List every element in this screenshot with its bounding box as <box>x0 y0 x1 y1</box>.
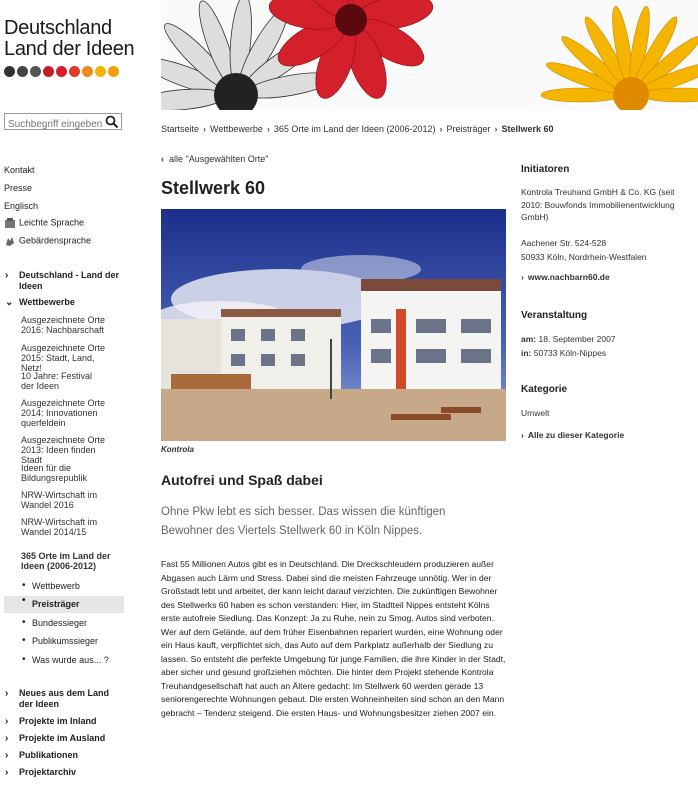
nav-publikationen-label: Publikationen <box>19 750 79 760</box>
sign-language-icon <box>4 235 16 247</box>
category-all-link[interactable] <box>521 430 624 440</box>
chevron-right-icon: › <box>521 430 524 440</box>
nav-bullet-bundessieger-label: • Bundessieger <box>4 618 124 629</box>
project-photo <box>161 209 506 441</box>
chevron-right-icon: › <box>521 272 524 282</box>
nav-sub-4-label: Ausgezeichnete Orte 2014: Innovationen querfeldein <box>21 398 106 428</box>
nav-sub-365-orte-label: 365 Orte im Land der Ideen (2006-2012) <box>21 551 111 571</box>
breadcrumb-wettbewerbe[interactable]: Wettbewerbe <box>210 124 263 134</box>
nav-bullet-wettbewerb-label: • Wettbewerb <box>4 581 124 592</box>
chevron-right-icon: › <box>5 750 9 761</box>
chevron-right-icon: › <box>5 767 9 778</box>
nav-sub-2-label: Ausgezeichnete Orte 2015: Stadt, Land, Netz! <box>21 343 106 373</box>
logo-line-1: Deutschland <box>4 17 112 39</box>
nav-sub-6-label: Ideen für die Bildungsrepublik <box>21 463 88 483</box>
chevron-right-icon: › <box>5 270 9 281</box>
event-place-value: 50733 Köln-Nippes <box>533 348 607 358</box>
nav-sub-7-label: NRW-Wirtschaft im Wandel 2016 <box>21 490 98 510</box>
nav-projektarchiv[interactable] <box>4 767 124 778</box>
nav-projekte-inland-label: Projekte im Inland <box>19 716 97 726</box>
nav-bullet-preistraeger-label: • Preisträger <box>4 596 124 613</box>
nav-bullet-preistraeger[interactable] <box>4 598 124 613</box>
nav-sub-365-orte[interactable] <box>4 551 114 571</box>
back-link-label: alle "Ausgewählten Orte" <box>169 154 269 164</box>
nav-sub-6[interactable] <box>4 463 99 483</box>
event-date <box>521 333 691 346</box>
event-place-label: in: <box>521 348 532 358</box>
easy-language-icon <box>4 217 16 229</box>
logo-line-2: Land der Ideen <box>4 38 135 60</box>
nav-bullet-publikumssieger-label: • Publikumssieger <box>4 636 124 647</box>
search-icon[interactable] <box>105 115 119 129</box>
page-title: Stellwerk 60 <box>161 178 266 198</box>
nav-publikationen[interactable] <box>4 750 124 761</box>
nav-sub-5[interactable] <box>4 435 109 465</box>
breadcrumb <box>161 124 554 134</box>
address-line-1: Aachener Str. 524-528 <box>521 238 607 248</box>
nav-wettbewerbe[interactable] <box>4 297 124 308</box>
chevron-down-icon: ⌄ <box>5 297 14 308</box>
site-logo[interactable] <box>4 18 154 78</box>
nav-projekte-ausland-label: Projekte im Ausland <box>19 733 106 743</box>
breadcrumb-separator-icon: › <box>439 124 443 134</box>
breadcrumb-preistraeger[interactable]: Preisträger <box>446 124 491 134</box>
nav-sub-2[interactable] <box>4 343 109 373</box>
search-box <box>4 113 122 130</box>
breadcrumb-current: Stellwerk 60 <box>501 124 554 134</box>
nav-wettbewerbe-label: Wettbewerbe <box>19 297 75 307</box>
logo-flower-dots <box>4 66 154 78</box>
link-leichte-sprache-label: Leichte Sprache <box>19 217 85 228</box>
nav-bullet-was-wurde-aus-label: • Was wurde aus... ? <box>4 655 124 666</box>
nav-sub-7[interactable] <box>4 490 99 510</box>
search-input[interactable] <box>5 117 104 132</box>
breadcrumb-separator-icon: › <box>266 124 270 134</box>
link-englisch[interactable]: Englisch <box>4 201 39 211</box>
website-link[interactable] <box>521 272 610 282</box>
nav-projektarchiv-label: Projektarchiv <box>19 767 77 777</box>
nav-bullet-bundessieger[interactable] <box>4 618 124 629</box>
back-link[interactable] <box>161 154 268 164</box>
breadcrumb-separator-icon: › <box>494 124 498 134</box>
nav-sub-3-label: 10 Jahre: Festival der Ideen <box>21 371 93 391</box>
breadcrumb-separator-icon: › <box>203 124 207 134</box>
chevron-left-icon: ‹ <box>161 154 164 164</box>
nav-sub-8[interactable] <box>4 517 99 537</box>
website-link-label: www.nachbarn60.de <box>527 272 610 282</box>
chevron-right-icon: › <box>5 716 9 727</box>
nav-bullet-publikumssieger[interactable] <box>4 636 124 647</box>
link-presse[interactable]: Presse <box>4 183 33 193</box>
category-heading: Kategorie <box>521 384 568 395</box>
photo-caption: Kontrola <box>161 445 194 454</box>
nav-sub-8-label: NRW-Wirtschaft im Wandel 2014/15 <box>21 517 98 537</box>
nav-sub-3[interactable] <box>4 371 104 391</box>
event-place <box>521 347 691 360</box>
breadcrumb-startseite[interactable]: Startseite <box>161 124 200 134</box>
breadcrumb-365-orte[interactable]: 365 Orte im Land der Ideen (2006-2012) <box>273 124 436 134</box>
nav-neues-label: Neues aus dem Land der Ideen <box>19 688 110 709</box>
nav-sub-5-label: Ausgezeichnete Orte 2013: Ideen finden Stadt <box>21 435 106 465</box>
nav-bullet-was-wurde-aus[interactable] <box>4 655 124 666</box>
nav-sub-1-label: Ausgezeichnete Orte 2016: Nachbarschaft <box>21 315 106 335</box>
nav-projekte-inland[interactable] <box>4 716 124 727</box>
nav-deutschland[interactable] <box>4 270 124 292</box>
link-gebaerdensprache-label: Gebärdensprache <box>19 235 92 246</box>
category-all-link-label: Alle zu dieser Kategorie <box>527 430 625 440</box>
event-date-value: 18. September 2007 <box>538 334 616 344</box>
initiators-text: Kontrola Treuhand GmbH & Co. KG (seit 2010: Bouwfonds Immobilienentwicklung GmbH) <box>521 187 675 222</box>
link-gebaerdensprache[interactable] <box>4 235 91 247</box>
category-value: Umwelt <box>521 408 550 418</box>
event-date-label: am: <box>521 334 537 344</box>
chevron-right-icon: › <box>5 688 9 699</box>
event-heading: Veranstaltung <box>521 310 588 321</box>
header-flower-image <box>161 0 698 110</box>
article-body: Fast 55 Millionen Autos gibt es in Deutschland. Die Dreckschleudern produzieren außer Abgasen auch Lärm und Stress. Dabei sind die meisten Fahrzeuge unnötig. Wer in der Großstadt lebt und arbeitet, der kann leicht darauf verzichten. Die zukünftigen Bewohner des Stellwerks 60 haben es schon verstanden: Hier, im Stadtteil Nippes entsteht Kölns erste autofreie Siedlung. Das Konzept: Ja zu Ruhe, nein zu Smog. Autos sind verboten. Wer auf dem Gelände, auf dem früher Eisenbahnen repariert wurden, eine Wohnung oder ein Haus kauft, verpflichtet sich, das Auto auf dem Parkplatz außerhalb der Siedlung zu lassen. So entsteht die perfekte Umgebung für junge Familien, die ihre Kinder in der Stadt, aber sicher und gesund großziehen möchten. Die hinter dem Projekt stehende Kontrola Treuhandgesellschaft hat auch an Ältere gedacht: Im Stellwerk 60 werden gerade 13 seniorengerechte Wohnungen gebaut. Die ersten Wohneinheiten sind schon an den Mann gebracht – Tendenz steigend. Die ersten Haus- und Wohnungsbesitzer ziehen 2007 ein. <box>161 559 506 718</box>
article-subhead: Autofrei und Spaß dabei <box>161 472 323 488</box>
link-leichte-sprache[interactable] <box>4 217 84 229</box>
nav-bullet-wettbewerb[interactable] <box>4 581 124 592</box>
link-kontakt[interactable]: Kontakt <box>4 165 35 175</box>
nav-neues[interactable] <box>4 688 119 710</box>
chevron-right-icon: › <box>5 733 9 744</box>
nav-sub-1[interactable] <box>4 315 109 335</box>
article-lead: Ohne Pkw lebt es sich besser. Das wissen die künftigen Bewohner des Viertels Stellwerk 60 in Köln Nippes. <box>161 506 446 537</box>
nav-sub-4[interactable] <box>4 398 109 428</box>
nav-deutschland-label: Deutschland - Land der Ideen <box>19 270 120 291</box>
initiators-heading: Initiatoren <box>521 164 570 175</box>
nav-projekte-ausland[interactable] <box>4 733 124 744</box>
address-line-2: 50933 Köln, Nordrhein-Westfalen <box>521 252 647 262</box>
